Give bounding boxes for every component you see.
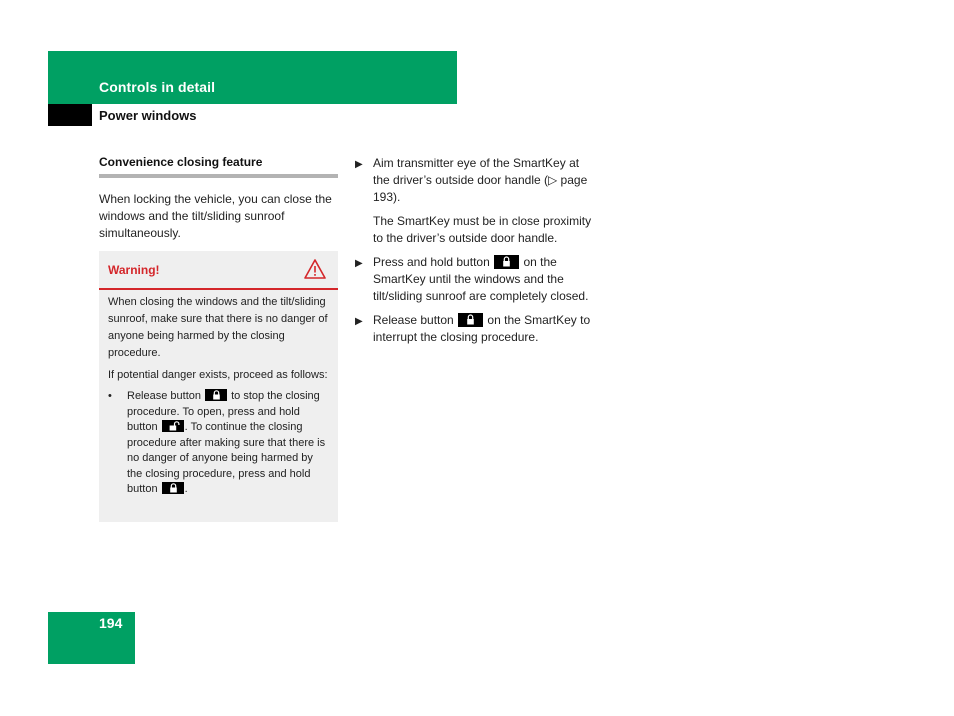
bullet-text: to stop the closing procedure. To open, press and hold button — [127, 390, 320, 433]
lock-icon — [162, 482, 184, 494]
step-text: on the SmartKey to interrupt the closing procedure. — [373, 313, 591, 344]
intro-paragraph: When locking the vehicle, you can close the windows and the tilt/sliding sunroof simultaneously. — [99, 192, 332, 240]
warning-label: Warning! — [108, 263, 160, 277]
step-text: Aim transmitter eye of the SmartKey at the driver’s outside door handle (▷ page 193). — [373, 156, 588, 204]
bullet-text: . To continue the closing procedure after making sure that there is no danger of anyone being harmed by the closing procedure, press and hold button — [127, 421, 326, 495]
list-item — [108, 389, 329, 498]
section-title: Controls in detail — [99, 79, 216, 95]
page-subtitle: Power windows — [99, 108, 197, 123]
step-text: Release button — [373, 313, 454, 327]
page-number: 194 — [99, 615, 123, 631]
step-text: on the SmartKey until the windows and the tilt/sliding sunroof are completely closed. — [373, 255, 589, 303]
warning-triangle-icon — [304, 259, 326, 279]
bullet-marker: • — [108, 390, 112, 402]
lock-icon — [458, 313, 483, 327]
left-column — [99, 155, 338, 242]
right-column — [355, 155, 595, 353]
warning-list — [108, 389, 329, 498]
bullet-text: . — [184, 483, 188, 495]
step-arrow-icon: ▶ — [355, 159, 363, 170]
warning-paragraph: If potential danger exists, proceed as follows: — [108, 369, 328, 381]
header-band — [48, 51, 457, 104]
instruction-step — [355, 312, 595, 346]
lock-icon — [494, 255, 519, 269]
step-text: Press and hold button — [373, 255, 490, 269]
step-arrow-icon: ▶ — [355, 258, 363, 269]
instruction-step — [355, 254, 595, 305]
step-arrow-icon: ▶ — [355, 316, 363, 327]
warning-header — [99, 251, 338, 290]
unlock-icon — [162, 420, 184, 432]
lock-icon — [205, 389, 227, 401]
warning-box — [99, 251, 338, 522]
bullet-text: Release button — [127, 390, 201, 402]
section-tab-marker — [48, 104, 92, 126]
warning-body — [99, 290, 338, 498]
warning-paragraph: When closing the windows and the tilt/sliding sunroof, make sure that there is no danger of anyone being harmed by the closing procedure. — [108, 296, 328, 359]
instruction-note: The SmartKey must be in close proximity to the driver’s outside door handle. — [373, 214, 592, 245]
feature-heading: Convenience closing feature — [99, 155, 338, 178]
instruction-step — [355, 155, 595, 206]
